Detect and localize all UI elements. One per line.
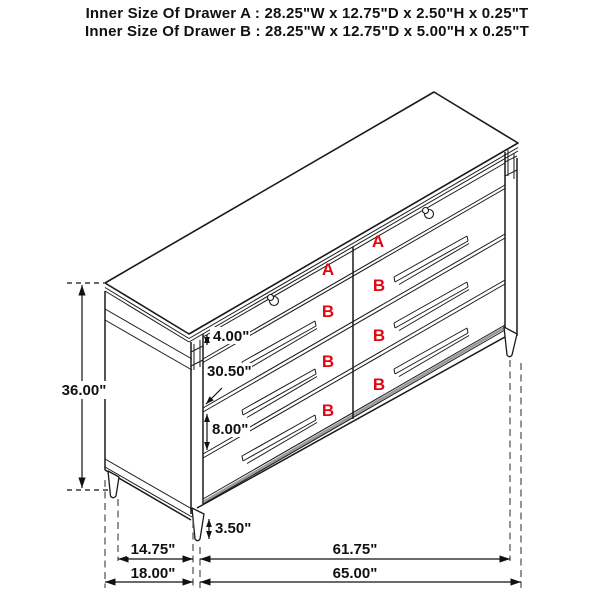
dimension-overall-width xyxy=(200,565,521,582)
drawer-b3-right-label: B xyxy=(372,375,386,394)
overall-width-label: 65.00" xyxy=(332,565,378,582)
drawer-a-right-knob xyxy=(423,208,434,219)
front-left-corner-post xyxy=(191,334,203,514)
overall-height-label: 36.00" xyxy=(61,382,107,399)
drawer-b1-left-handle xyxy=(242,321,317,370)
dimension-drawer-a-height xyxy=(207,327,250,345)
front-right-leg xyxy=(504,327,517,357)
drawer-b2-left-label: B xyxy=(321,352,335,371)
leg-spacing-depth-label: 14.75" xyxy=(130,541,176,558)
drawer-a-size-title: Inner Size Of Drawer A : 28.25"W x 12.75"D x 2.50"H x 0.25"T xyxy=(85,5,529,22)
dimension-leg-spacing-width xyxy=(200,541,510,559)
drawer-b2-right-label: B xyxy=(372,326,386,345)
front-right-corner-post xyxy=(505,150,517,336)
drawer-a-left-label: A xyxy=(321,260,335,279)
drawer-a-left-knob xyxy=(268,295,279,306)
dimension-leg-spacing-depth xyxy=(118,541,193,559)
back-left-leg xyxy=(108,471,119,498)
dimension-leg-height xyxy=(209,519,253,539)
drawer-b1-right-label: B xyxy=(372,276,386,295)
leg-height-label: 3.50" xyxy=(215,520,252,537)
drawer-b3-left-label: B xyxy=(321,401,335,420)
drawer-b1-left-label: B xyxy=(321,302,335,321)
dresser-legs xyxy=(108,327,517,541)
leg-spacing-width-label: 61.75" xyxy=(332,541,378,558)
drawer-b-size-title: Inner Size Of Drawer B : 28.25"W x 12.75"D x 5.00"H x 0.25"T xyxy=(85,23,529,40)
case-height-label: 30.50" xyxy=(207,363,252,380)
dimension-drawer-b-height xyxy=(207,414,250,450)
drawer-b2-right-handle xyxy=(394,282,469,331)
overall-depth-label: 18.00" xyxy=(130,565,176,582)
drawer-b1-right-handle xyxy=(394,236,469,285)
dimension-overall-height xyxy=(61,283,110,490)
drawer-a-right-label: A xyxy=(371,232,385,251)
dimension-overall-depth xyxy=(105,565,193,582)
front-left-leg xyxy=(192,508,204,541)
drawer-a-height-label: 4.00" xyxy=(213,328,250,345)
drawer-b-height-label: 8.00" xyxy=(212,421,249,438)
